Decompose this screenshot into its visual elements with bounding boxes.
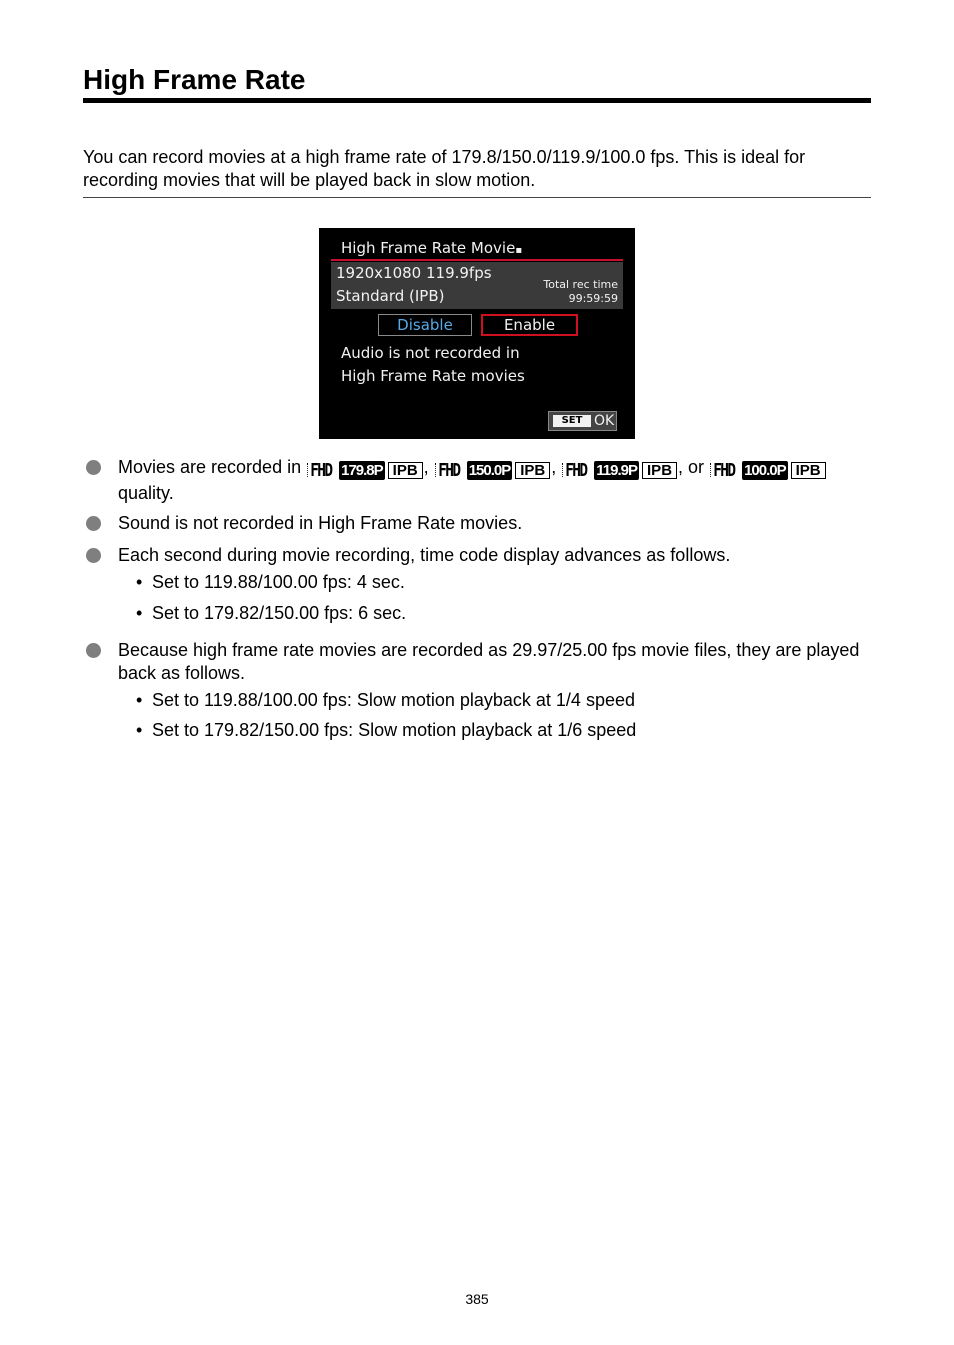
movie-quality-icon [435, 459, 551, 482]
intro-paragraph: You can record movies at a high frame rate of 179.8/150.0/119.9/100.0 fps. This is ideal for recording movies that will be played back in slow motion. [83, 147, 806, 190]
recording-quality: Standard (IPB) [336, 287, 445, 305]
title-rule [83, 98, 871, 103]
camera-menu-screenshot [319, 228, 635, 439]
frame-rate-icon: 150.0P [468, 462, 511, 479]
list-item-text-part: , [551, 457, 557, 477]
audio-note-line1: Audio is not recorded in [341, 344, 520, 362]
fhd-icon: FHD [435, 459, 461, 482]
section-divider [83, 197, 871, 198]
set-ok-button[interactable] [548, 411, 617, 431]
list-item-text: Because high frame rate movies are recorded as 29.97/25.00 fps movie files, they are played back as follows. [118, 640, 860, 683]
fhd-icon: FHD [307, 459, 333, 482]
list-item-text-part: quality. [118, 483, 174, 503]
frame-rate-icon: 119.9P [596, 462, 638, 479]
frame-rate-icon: 179.8P [341, 462, 383, 479]
list-item-text-part: , [423, 457, 429, 477]
sub-bullet-icon: • [136, 603, 143, 623]
ipb-icon: IPB [515, 462, 550, 479]
set-label: SET [553, 415, 591, 427]
list-item-text [118, 456, 870, 505]
sub-list-item-text: Set to 179.82/150.00 fps: Slow motion playback at 1/6 speed [152, 720, 637, 740]
sub-list-item-text: Set to 119.88/100.00 fps: 4 sec. [152, 572, 405, 592]
fhd-icon: FHD [562, 459, 588, 482]
total-rec-time-label: Total rec time [543, 278, 618, 291]
fhd-icon: FHD [710, 459, 736, 482]
sub-list-item [136, 719, 636, 742]
list-item-text-part: , or [678, 457, 705, 477]
list-item-text: Sound is not recorded in High Frame Rate movies. [118, 513, 523, 533]
recording-resolution: 1920x1080 119.9fps [336, 264, 492, 282]
page-number: 385 [465, 1291, 489, 1307]
camera-recording-info [331, 262, 623, 309]
movie-mode-icon: ▪ [515, 245, 523, 256]
total-rec-time-value: 99:59:59 [568, 292, 618, 305]
sub-bullet-icon: • [136, 720, 143, 740]
ipb-icon: IPB [388, 462, 423, 479]
list-item-text: Each second during movie recording, time code display advances as follows. [118, 545, 731, 565]
sub-bullet-icon: • [136, 572, 143, 592]
list-item-text-part: Movies are recorded in [118, 457, 302, 477]
page-title: High Frame Rate [83, 64, 306, 95]
camera-menu-title-text: High Frame Rate Movie [341, 239, 516, 257]
frame-rate-icon: 100.0P [744, 462, 786, 479]
bullet-dot-icon [86, 516, 101, 531]
sub-list-item-text: Set to 119.88/100.00 fps: Slow motion playback at 1/4 speed [152, 690, 635, 710]
bullet-dot-icon [86, 548, 101, 563]
ok-label: OK [594, 413, 615, 429]
movie-quality-icon [710, 459, 826, 482]
bullet-dot-icon [86, 643, 101, 658]
sub-list-item [136, 571, 405, 594]
bullet-dot-icon [86, 460, 101, 475]
audio-note-line2: High Frame Rate movies [341, 367, 525, 385]
sub-list-item [136, 602, 406, 625]
camera-menu-title-underline [331, 259, 623, 261]
ipb-icon: IPB [791, 462, 826, 479]
disable-button[interactable]: Disable [378, 314, 472, 336]
movie-quality-icon [307, 459, 423, 482]
sub-list-item-text: Set to 179.82/150.00 fps: 6 sec. [152, 603, 407, 623]
sub-bullet-icon: • [136, 690, 143, 710]
movie-quality-icon [562, 459, 677, 482]
camera-menu-title [341, 239, 522, 257]
sub-list-item [136, 689, 635, 712]
ipb-icon: IPB [642, 462, 677, 479]
enable-button[interactable]: Enable [481, 314, 578, 336]
